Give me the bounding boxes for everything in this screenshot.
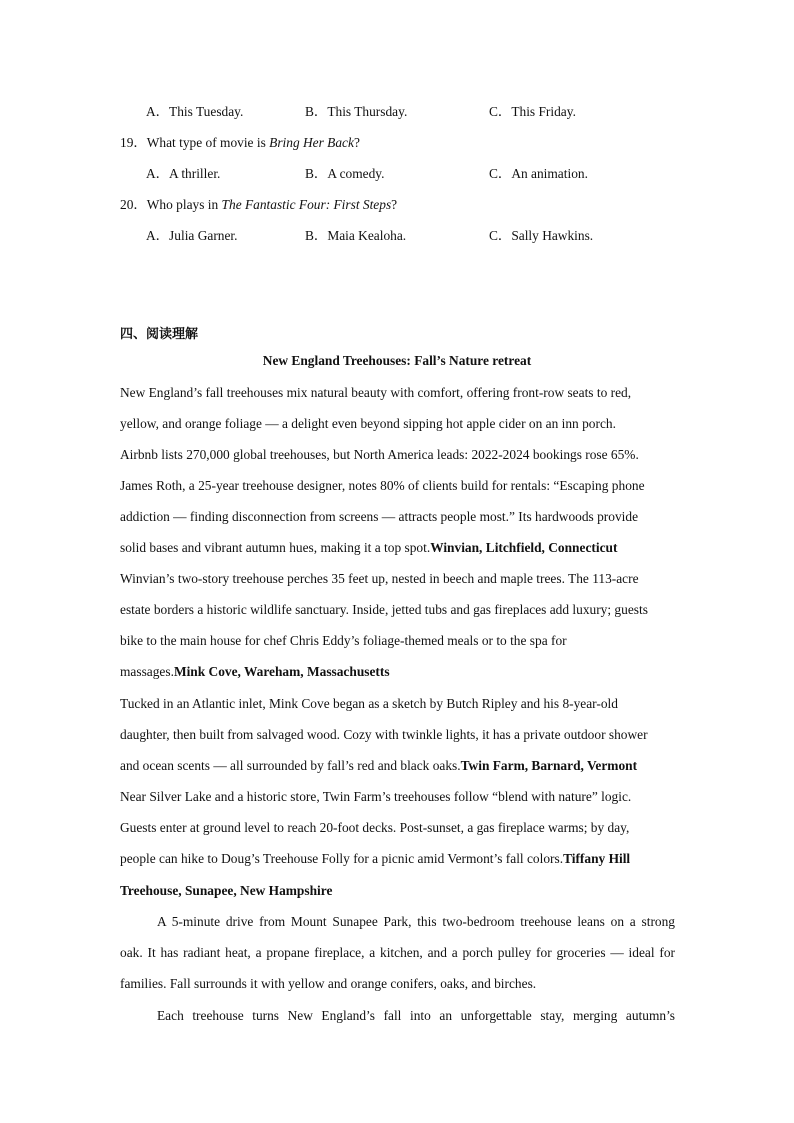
subheading-twin-farm: Twin Farm, Barnard, Vermont	[460, 758, 638, 773]
subheading-winvian: Winvian, Litchfield, Connecticut	[430, 540, 618, 555]
subheading-tiffany-hill: Tiffany Hill	[563, 851, 631, 866]
section-heading: 四、阅读理解	[120, 327, 199, 342]
article-line: oak. It has radiant heat, a propane fireplace, a kitchen, and a porch pulley for groceries — ideal for	[120, 945, 675, 960]
article-text: and ocean scents — all surrounded by fall’s red and black oaks.	[120, 758, 461, 773]
article-line: Guests enter at ground level to reach 20-foot decks. Post-sunset, a gas fireplace warms; by day,	[120, 820, 630, 835]
article-text: solid bases and vibrant autumn hues, making it a top spot.	[120, 540, 431, 555]
q19-suffix: ?	[353, 135, 360, 150]
q20-prefix: 20．Who plays in	[120, 197, 222, 212]
article-line: families. Fall surrounds it with yellow and orange conifers, oaks, and birches.	[120, 976, 537, 991]
article-line: bike to the main house for chef Chris Eddy’s foliage-themed meals or to the spa for	[120, 633, 567, 648]
q20-stem	[120, 196, 680, 214]
article-line: Each treehouse turns New England’s fall into an unforgettable stay, merging autumn’s	[157, 1008, 675, 1023]
q20-movie-title: The Fantastic Four: First Steps	[221, 197, 392, 212]
article-title: New England Treehouses: Fall’s Nature retreat	[262, 353, 532, 368]
q19-movie-title: Bring Her Back	[269, 135, 354, 150]
q19-option-b: B．A comedy.	[305, 166, 385, 181]
article-line: estate borders a historic wildlife sanctuary. Inside, jetted tubs and gas fireplaces add luxury; guests	[120, 602, 648, 617]
article-text: massages.	[120, 664, 174, 679]
article-line: addiction — finding disconnection from screens — attracts people most.” Its hardwoods provide	[120, 509, 639, 524]
subheading-mink-cove: Mink Cove, Wareham, Massachusetts	[173, 664, 390, 679]
q19-prefix: 19．What type of movie is	[120, 135, 270, 150]
article-line: Winvian’s two-story treehouse perches 35 feet up, nested in beech and maple trees. The 113-acre	[120, 571, 639, 586]
q20-option-c: C．Sally Hawkins.	[489, 228, 594, 243]
article-line: A 5-minute drive from Mount Sunapee Park, this two-bedroom treehouse leans on a strong	[157, 914, 675, 929]
article-line	[120, 663, 680, 681]
q18-option-c: C．This Friday.	[489, 104, 576, 119]
article-line: New England’s fall treehouses mix natural beauty with comfort, offering front-row seats to red,	[120, 385, 632, 400]
q19-option-a: A．A thriller.	[146, 166, 221, 181]
subheading-tiffany-hill-cont: Treehouse, Sunapee, New Hampshire	[120, 883, 333, 898]
q20-option-a: A．Julia Garner.	[146, 228, 238, 243]
article-text: people can hike to Doug’s Treehouse Folly for a picnic amid Vermont’s fall colors.	[120, 851, 564, 866]
q18-option-a: A．This Tuesday.	[146, 104, 244, 119]
q18-option-b: B．This Thursday.	[305, 104, 408, 119]
q20-suffix: ?	[391, 197, 398, 212]
article-line: James Roth, a 25-year treehouse designer, notes 80% of clients build for rentals: “Escaping phone	[120, 478, 645, 493]
article-line: Airbnb lists 270,000 global treehouses, but North America leads: 2022-2024 bookings rose 65%.	[120, 447, 639, 462]
article-line: Near Silver Lake and a historic store, Twin Farm’s treehouses follow “blend with nature” logic.	[120, 789, 632, 804]
article-line	[120, 850, 680, 868]
q19-option-c: C．An animation.	[489, 166, 588, 181]
article-line: yellow, and orange foliage — a delight even beyond sipping hot apple cider on an inn porch.	[120, 416, 616, 431]
article-line: daughter, then built from salvaged wood. Cozy with twinkle lights, it has a private outdoor shower	[120, 727, 648, 742]
article-line: Tucked in an Atlantic inlet, Mink Cove began as a sketch by Butch Ripley and his 8-year-old	[120, 696, 618, 711]
article-line	[120, 757, 680, 775]
q20-option-b: B．Maia Kealoha.	[305, 228, 407, 243]
q19-stem	[120, 134, 680, 152]
article-line	[120, 539, 680, 557]
